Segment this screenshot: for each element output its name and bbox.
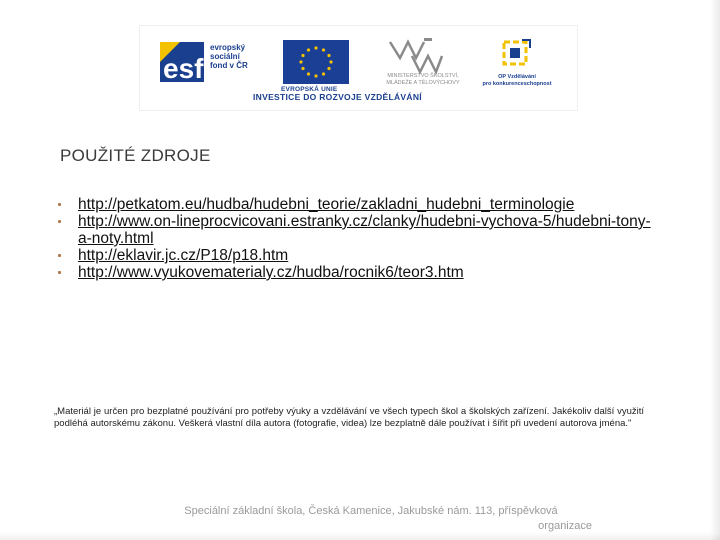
bullet-icon (58, 271, 61, 274)
source-link-2[interactable]: http://www.on-lineprocvicovani.estranky.cz/clanky/hudebni-vychova-5/hudebni-tony-a-noty.html (78, 213, 651, 247)
slide-edge-shadow (710, 0, 720, 540)
source-link-4[interactable]: http://www.vyukovematerialy.cz/hudba/rocnik6/teor3.htm (78, 264, 464, 281)
source-link-1[interactable]: http://petkatom.eu/hudba/hudebni_teorie/zakladni_hudebni_terminologie (78, 196, 575, 213)
logo-banner (140, 26, 577, 110)
source-link-3[interactable]: http://eklavir.jc.cz/P18/p18.htm (78, 247, 289, 264)
list-item (58, 196, 658, 213)
svg-text:esf: esf (163, 53, 204, 84)
bullet-icon (58, 220, 61, 223)
msmt-caption: MINISTERSTVO ŠKOLSTVÍ, MLÁDEŽE A TĚLOVÝCHOVY (386, 73, 460, 86)
footer (150, 504, 592, 534)
eu-flag-icon (283, 40, 349, 84)
list-item (58, 264, 658, 281)
license-notice: „Materiál je určen pro bezplatné používání pro potřeby výuky a vzdělávání ve všech typech škol a školských zařízení. Jakékoliv další využití podléhá autorskému zákonu. Veškerá vlastní díla autora (fotografie, videa) lze bezplatně dále používat i šířit při uvedení autorova jména." (54, 406, 644, 429)
esf-caption: evropský sociální fond v ČR (210, 43, 248, 70)
list-item (58, 247, 658, 264)
investice-caption: INVESTICE DO ROZVOJE VZDĚLÁVÁNÍ (253, 92, 422, 102)
op-logo (492, 38, 540, 68)
list-item (58, 213, 658, 247)
eu-caption: EVROPSKÁ UNIE (281, 86, 338, 93)
bullet-icon (58, 254, 61, 257)
bullet-icon (58, 203, 61, 206)
footer-line-2: organizace (538, 520, 592, 532)
op-caption: OP Vzdělávání pro konkurenceschopnost (482, 74, 552, 87)
footer-line-1: Speciální základní škola, Česká Kamenice, Jakubské nám. 113, příspěvková (184, 505, 558, 517)
sources-list (58, 196, 658, 281)
page-title: POUŽITÉ ZDROJE (60, 146, 211, 165)
